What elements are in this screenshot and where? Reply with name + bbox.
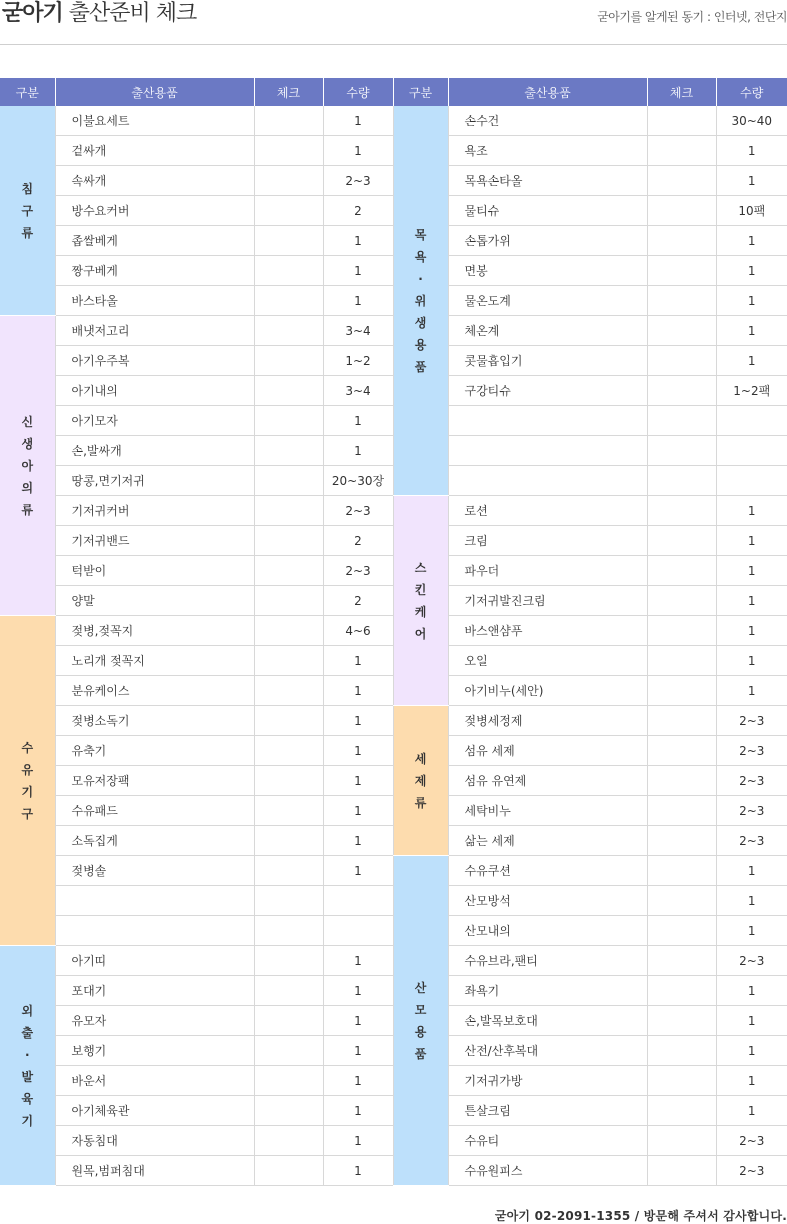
item-name: 손수건 bbox=[448, 106, 647, 136]
item-name: 원목,범퍼침대 bbox=[55, 1156, 254, 1186]
page-header bbox=[0, 0, 787, 45]
quantity: 2~3 bbox=[716, 796, 787, 826]
quantity: 1 bbox=[716, 496, 787, 526]
check-cell[interactable] bbox=[647, 826, 716, 856]
quantity: 4~6 bbox=[323, 616, 393, 646]
category-label bbox=[393, 706, 448, 856]
check-cell[interactable] bbox=[254, 316, 323, 346]
item-name: 땅콩,면기저귀 bbox=[55, 466, 254, 496]
quantity: 1 bbox=[716, 976, 787, 1006]
category-name: 스킨케어 bbox=[414, 560, 427, 641]
quantity: 1 bbox=[716, 1036, 787, 1066]
quantity: 2~3 bbox=[716, 826, 787, 856]
category-name: 산모용품 bbox=[414, 980, 427, 1061]
item-name: 분유케이스 bbox=[55, 676, 254, 706]
item-name: 아기모자 bbox=[55, 406, 254, 436]
check-cell[interactable] bbox=[647, 1006, 716, 1036]
check-cell[interactable] bbox=[254, 136, 323, 166]
item-name: 기저귀가방 bbox=[448, 1066, 647, 1096]
item-name: 아기비누(세안) bbox=[448, 676, 647, 706]
col-header-item: 출산용품 bbox=[448, 78, 647, 106]
quantity: 1 bbox=[323, 226, 393, 256]
category-label bbox=[0, 316, 55, 616]
item-name: 산전/산후복대 bbox=[448, 1036, 647, 1066]
item-name: 기저귀발진크림 bbox=[448, 586, 647, 616]
quantity: 1 bbox=[716, 136, 787, 166]
birth-prep-checklist-table bbox=[0, 78, 787, 1186]
category-label bbox=[0, 106, 55, 316]
quantity: 1 bbox=[716, 616, 787, 646]
checklist-body bbox=[0, 106, 787, 1186]
check-cell[interactable] bbox=[647, 526, 716, 556]
check-cell[interactable] bbox=[254, 616, 323, 646]
col-header-quantity: 수량 bbox=[716, 78, 787, 106]
quantity: 1 bbox=[323, 136, 393, 166]
check-cell[interactable] bbox=[647, 706, 716, 736]
category-name: 침구류 bbox=[21, 181, 34, 240]
table-header-row bbox=[0, 78, 787, 106]
check-cell[interactable] bbox=[254, 256, 323, 286]
quantity: 1 bbox=[323, 736, 393, 766]
quantity: 1 bbox=[323, 976, 393, 1006]
item-name: 젖병,젖꼭지 bbox=[55, 616, 254, 646]
item-name: 보행기 bbox=[55, 1036, 254, 1066]
quantity: 1 bbox=[716, 286, 787, 316]
item-name: 좁쌀베게 bbox=[55, 226, 254, 256]
check-cell[interactable] bbox=[254, 196, 323, 226]
brand-name: 굳아기 bbox=[2, 1, 63, 26]
check-cell[interactable] bbox=[647, 106, 716, 136]
item-name: 기저귀밴드 bbox=[55, 526, 254, 556]
check-cell[interactable] bbox=[254, 736, 323, 766]
item-name: 수유쿠션 bbox=[448, 856, 647, 886]
item-name: 아기우주복 bbox=[55, 346, 254, 376]
table-row bbox=[0, 856, 787, 886]
check-cell[interactable] bbox=[254, 1096, 323, 1126]
category-label bbox=[393, 496, 448, 706]
check-cell[interactable] bbox=[647, 946, 716, 976]
item-name: 짱구베게 bbox=[55, 256, 254, 286]
category-name: 신생아의류 bbox=[21, 414, 34, 517]
item-name: 수유티 bbox=[448, 1126, 647, 1156]
check-cell[interactable] bbox=[647, 676, 716, 706]
check-cell[interactable] bbox=[254, 766, 323, 796]
item-name: 오일 bbox=[448, 646, 647, 676]
table-row bbox=[0, 496, 787, 526]
check-cell[interactable] bbox=[254, 796, 323, 826]
check-cell[interactable] bbox=[647, 646, 716, 676]
quantity: 1 bbox=[716, 556, 787, 586]
check-cell[interactable] bbox=[254, 976, 323, 1006]
table-row bbox=[0, 706, 787, 736]
category-label bbox=[393, 106, 448, 496]
quantity: 1 bbox=[716, 916, 787, 946]
quantity: 2~3 bbox=[323, 166, 393, 196]
check-cell[interactable] bbox=[254, 646, 323, 676]
check-cell[interactable] bbox=[254, 526, 323, 556]
quantity: 1 bbox=[323, 706, 393, 736]
item-name bbox=[448, 466, 647, 496]
quantity: 1 bbox=[716, 1066, 787, 1096]
check-cell[interactable] bbox=[647, 316, 716, 346]
quantity: 2 bbox=[323, 586, 393, 616]
check-cell[interactable] bbox=[254, 886, 323, 916]
quantity: 1 bbox=[323, 256, 393, 286]
quantity: 1 bbox=[716, 586, 787, 616]
item-name: 이불요세트 bbox=[55, 106, 254, 136]
check-cell[interactable] bbox=[254, 406, 323, 436]
check-cell[interactable] bbox=[254, 346, 323, 376]
check-cell[interactable] bbox=[254, 556, 323, 586]
check-cell[interactable] bbox=[647, 796, 716, 826]
item-name: 섬유 유연제 bbox=[448, 766, 647, 796]
quantity: 20~30장 bbox=[323, 466, 393, 496]
quantity: 1 bbox=[323, 646, 393, 676]
quantity: 1 bbox=[323, 856, 393, 886]
quantity: 1 bbox=[716, 166, 787, 196]
item-name: 로션 bbox=[448, 496, 647, 526]
quantity: 1 bbox=[323, 406, 393, 436]
item-name: 배냇저고리 bbox=[55, 316, 254, 346]
check-cell[interactable] bbox=[647, 976, 716, 1006]
col-header-check: 체크 bbox=[647, 78, 716, 106]
item-name: 목욕손타올 bbox=[448, 166, 647, 196]
category-label bbox=[0, 946, 55, 1186]
page-title-text: 출산준비 체크 bbox=[62, 1, 197, 26]
category-name: 목욕·위생용품 bbox=[414, 227, 427, 374]
check-cell[interactable] bbox=[647, 166, 716, 196]
quantity: 2~3 bbox=[716, 706, 787, 736]
quantity: 2 bbox=[323, 526, 393, 556]
item-name: 산모방석 bbox=[448, 886, 647, 916]
check-cell[interactable] bbox=[254, 376, 323, 406]
category-name: 세제류 bbox=[414, 751, 427, 810]
quantity: 1 bbox=[323, 436, 393, 466]
item-name bbox=[55, 916, 254, 946]
check-cell[interactable] bbox=[647, 1126, 716, 1156]
item-name: 파우더 bbox=[448, 556, 647, 586]
quantity: 1 bbox=[323, 1096, 393, 1126]
check-cell[interactable] bbox=[254, 436, 323, 466]
item-name: 삶는 세제 bbox=[448, 826, 647, 856]
item-name: 면봉 bbox=[448, 256, 647, 286]
quantity: 1~2팩 bbox=[716, 376, 787, 406]
category-label bbox=[0, 616, 55, 946]
check-cell[interactable] bbox=[254, 916, 323, 946]
quantity: 2~3 bbox=[716, 736, 787, 766]
quantity: 1 bbox=[323, 1156, 393, 1186]
footer-contact: 굳아기 02-2091-1355 / 방문해 주셔서 감사합니다. bbox=[494, 1209, 787, 1223]
item-name: 바스타올 bbox=[55, 286, 254, 316]
check-cell[interactable] bbox=[254, 466, 323, 496]
quantity: 1 bbox=[323, 946, 393, 976]
check-cell[interactable] bbox=[254, 676, 323, 706]
check-cell[interactable] bbox=[254, 826, 323, 856]
item-name: 좌욕기 bbox=[448, 976, 647, 1006]
check-cell[interactable] bbox=[254, 586, 323, 616]
item-name: 바스앤샴푸 bbox=[448, 616, 647, 646]
check-cell[interactable] bbox=[647, 1036, 716, 1066]
quantity: 1 bbox=[323, 286, 393, 316]
check-cell[interactable] bbox=[254, 946, 323, 976]
item-name bbox=[448, 436, 647, 466]
quantity: 1 bbox=[323, 676, 393, 706]
check-cell[interactable] bbox=[647, 856, 716, 886]
check-cell[interactable] bbox=[254, 106, 323, 136]
item-name: 섬유 세제 bbox=[448, 736, 647, 766]
item-name bbox=[55, 886, 254, 916]
item-name: 젖병소독기 bbox=[55, 706, 254, 736]
item-name: 자동침대 bbox=[55, 1126, 254, 1156]
item-name: 콧물흡입기 bbox=[448, 346, 647, 376]
check-cell[interactable] bbox=[254, 1156, 323, 1186]
quantity: 1 bbox=[716, 1096, 787, 1126]
check-cell[interactable] bbox=[647, 886, 716, 916]
quantity: 1 bbox=[716, 676, 787, 706]
item-name: 크림 bbox=[448, 526, 647, 556]
item-name: 모유저장팩 bbox=[55, 766, 254, 796]
quantity bbox=[716, 406, 787, 436]
item-name: 젖병세정제 bbox=[448, 706, 647, 736]
item-name: 수유브라,팬티 bbox=[448, 946, 647, 976]
check-cell[interactable] bbox=[647, 346, 716, 376]
item-name: 노리개 젖꼭지 bbox=[55, 646, 254, 676]
item-name: 아기체육관 bbox=[55, 1096, 254, 1126]
item-name: 턱받이 bbox=[55, 556, 254, 586]
check-cell[interactable] bbox=[647, 436, 716, 466]
item-name: 속싸개 bbox=[55, 166, 254, 196]
check-cell[interactable] bbox=[254, 1006, 323, 1036]
item-name: 아기띠 bbox=[55, 946, 254, 976]
item-name: 수유원피스 bbox=[448, 1156, 647, 1186]
quantity: 1 bbox=[716, 886, 787, 916]
quantity: 1 bbox=[716, 526, 787, 556]
quantity: 1 bbox=[323, 1036, 393, 1066]
quantity: 2~3 bbox=[323, 496, 393, 526]
item-name: 수유패드 bbox=[55, 796, 254, 826]
quantity: 10팩 bbox=[716, 196, 787, 226]
item-name: 유축기 bbox=[55, 736, 254, 766]
quantity: 1 bbox=[716, 1006, 787, 1036]
check-cell[interactable] bbox=[254, 706, 323, 736]
quantity: 1 bbox=[716, 856, 787, 886]
quantity: 2~3 bbox=[716, 946, 787, 976]
check-cell[interactable] bbox=[254, 1036, 323, 1066]
col-header-check: 체크 bbox=[254, 78, 323, 106]
quantity: 1 bbox=[323, 1126, 393, 1156]
check-cell[interactable] bbox=[647, 406, 716, 436]
item-name: 바운서 bbox=[55, 1066, 254, 1096]
check-cell[interactable] bbox=[647, 736, 716, 766]
category-name: 외출·발육기 bbox=[21, 1003, 34, 1128]
item-name: 구강티슈 bbox=[448, 376, 647, 406]
check-cell[interactable] bbox=[254, 166, 323, 196]
item-name: 체온계 bbox=[448, 316, 647, 346]
item-name: 물온도계 bbox=[448, 286, 647, 316]
check-cell[interactable] bbox=[254, 226, 323, 256]
check-cell[interactable] bbox=[647, 916, 716, 946]
item-name: 젖병솔 bbox=[55, 856, 254, 886]
quantity: 1 bbox=[716, 256, 787, 286]
check-cell[interactable] bbox=[647, 496, 716, 526]
check-cell[interactable] bbox=[647, 1066, 716, 1096]
check-cell[interactable] bbox=[647, 226, 716, 256]
item-name bbox=[448, 406, 647, 436]
quantity bbox=[323, 916, 393, 946]
check-cell[interactable] bbox=[647, 256, 716, 286]
quantity: 1 bbox=[323, 1006, 393, 1036]
item-name: 기저귀커버 bbox=[55, 496, 254, 526]
item-name: 포대기 bbox=[55, 976, 254, 1006]
quantity: 2~3 bbox=[716, 1126, 787, 1156]
col-header-category: 구분 bbox=[0, 78, 55, 106]
quantity: 1 bbox=[323, 106, 393, 136]
referral-source: 굳아기를 알게된 동기 : 인터넷, 전단지 bbox=[597, 10, 787, 24]
quantity bbox=[716, 436, 787, 466]
table-row bbox=[0, 106, 787, 136]
check-cell[interactable] bbox=[647, 286, 716, 316]
check-cell[interactable] bbox=[254, 496, 323, 526]
col-header-category: 구분 bbox=[393, 78, 448, 106]
check-cell[interactable] bbox=[647, 196, 716, 226]
col-header-quantity: 수량 bbox=[323, 78, 393, 106]
quantity: 2~3 bbox=[323, 556, 393, 586]
quantity bbox=[716, 466, 787, 496]
check-cell[interactable] bbox=[647, 616, 716, 646]
check-cell[interactable] bbox=[647, 1096, 716, 1126]
item-name: 양말 bbox=[55, 586, 254, 616]
check-cell[interactable] bbox=[647, 376, 716, 406]
check-cell[interactable] bbox=[647, 1156, 716, 1186]
quantity: 1 bbox=[323, 796, 393, 826]
item-name: 겉싸개 bbox=[55, 136, 254, 166]
item-name: 세탁비누 bbox=[448, 796, 647, 826]
check-cell[interactable] bbox=[254, 1126, 323, 1156]
quantity: 3~4 bbox=[323, 376, 393, 406]
item-name: 아기내의 bbox=[55, 376, 254, 406]
item-name: 유모자 bbox=[55, 1006, 254, 1036]
category-name: 수유기구 bbox=[21, 740, 34, 821]
item-name: 물티슈 bbox=[448, 196, 647, 226]
quantity: 1 bbox=[716, 226, 787, 256]
item-name: 튼살크림 bbox=[448, 1096, 647, 1126]
quantity: 30~40 bbox=[716, 106, 787, 136]
item-name: 손톱가위 bbox=[448, 226, 647, 256]
check-cell[interactable] bbox=[647, 556, 716, 586]
item-name: 손,발싸개 bbox=[55, 436, 254, 466]
quantity bbox=[323, 886, 393, 916]
page-title bbox=[2, 0, 196, 27]
check-cell[interactable] bbox=[254, 1066, 323, 1096]
check-cell[interactable] bbox=[254, 856, 323, 886]
col-header-item: 출산용품 bbox=[55, 78, 254, 106]
quantity: 1 bbox=[716, 646, 787, 676]
quantity: 1 bbox=[323, 766, 393, 796]
check-cell[interactable] bbox=[254, 286, 323, 316]
check-cell[interactable] bbox=[647, 466, 716, 496]
check-cell[interactable] bbox=[647, 766, 716, 796]
check-cell[interactable] bbox=[647, 586, 716, 616]
quantity: 2~3 bbox=[716, 766, 787, 796]
quantity: 1 bbox=[323, 1066, 393, 1096]
quantity: 1 bbox=[323, 826, 393, 856]
category-label bbox=[393, 856, 448, 1186]
check-cell[interactable] bbox=[647, 136, 716, 166]
quantity: 2~3 bbox=[716, 1156, 787, 1186]
quantity: 1 bbox=[716, 316, 787, 346]
quantity: 1~2 bbox=[323, 346, 393, 376]
item-name: 손,발목보호대 bbox=[448, 1006, 647, 1036]
quantity: 1 bbox=[716, 346, 787, 376]
item-name: 욕조 bbox=[448, 136, 647, 166]
item-name: 산모내의 bbox=[448, 916, 647, 946]
quantity: 2 bbox=[323, 196, 393, 226]
quantity: 3~4 bbox=[323, 316, 393, 346]
item-name: 방수요커버 bbox=[55, 196, 254, 226]
item-name: 소독집게 bbox=[55, 826, 254, 856]
